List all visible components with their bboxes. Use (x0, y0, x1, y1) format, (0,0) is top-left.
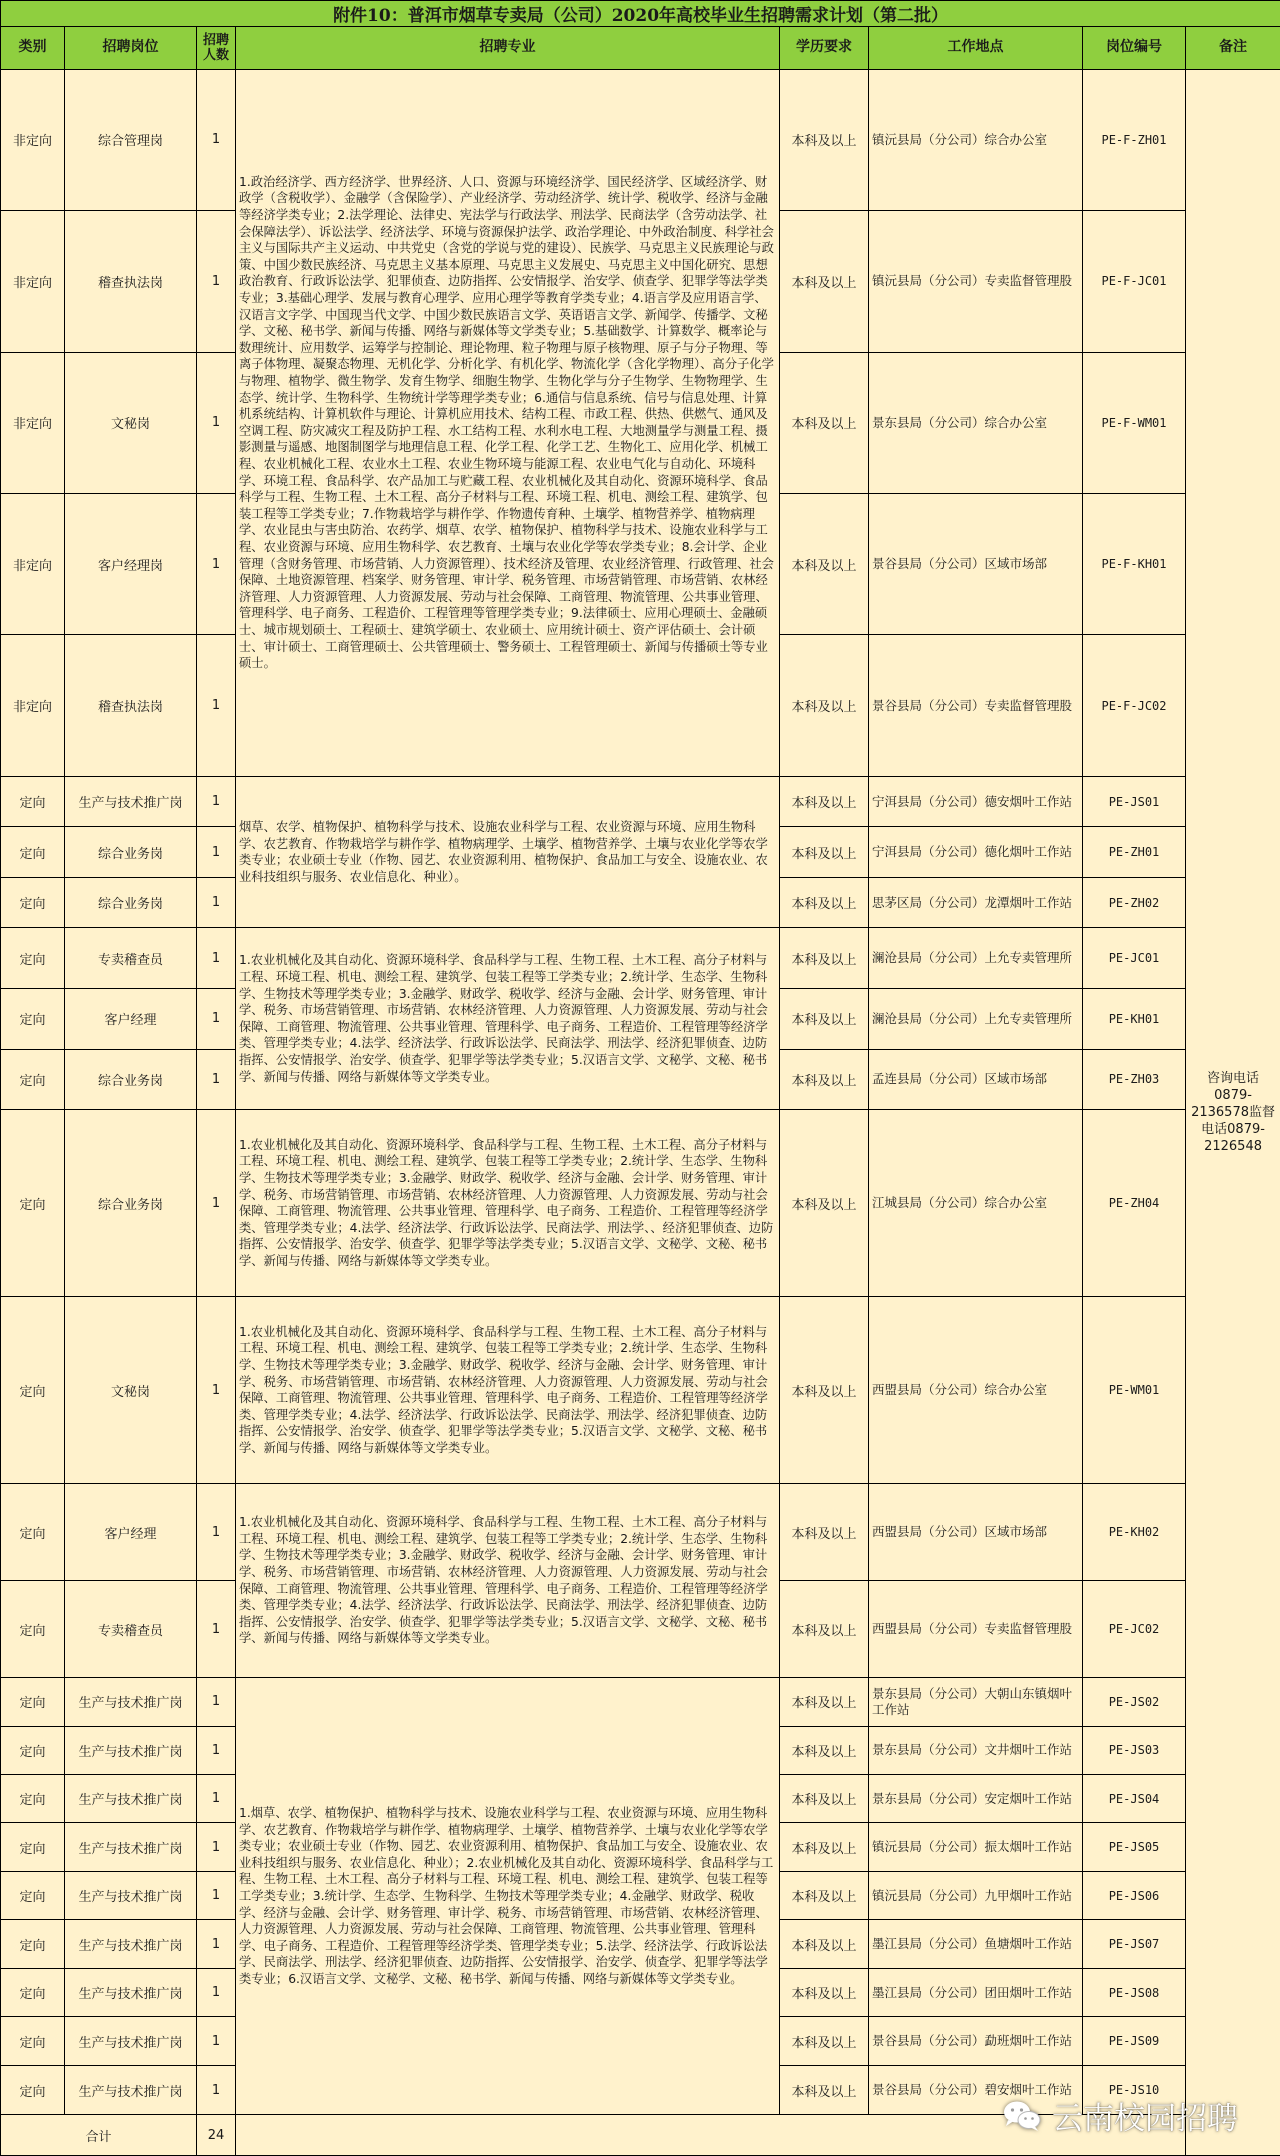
count-cell: 1 (197, 1871, 236, 1919)
position-cell: 专卖稽查员 (65, 928, 197, 989)
code-cell: PE-JC02 (1083, 1581, 1186, 1678)
category-cell: 定向 (1, 1968, 65, 2016)
position-cell: 综合业务岗 (65, 827, 197, 878)
count-cell: 1 (197, 877, 236, 928)
code-cell: PE-JS07 (1083, 1920, 1186, 1968)
location-cell: 澜沧县局（分公司）上允专卖管理所 (869, 989, 1083, 1050)
table-row (1, 776, 1280, 827)
major-cell: 1.农业机械化及其自动化、资源环境科学、食品科学与工程、生物工程、土木工程、高分子材料与工程、环境工程、机电、测绘工程、建筑学、包装工程等工学类专业；2.统计学、生态学、生物科学、生物技术等理学类专业；3.金融学、财政学、税收学、经济与金融、会计学、财务管理、审计学、税务、市场营销管理、市场营销、农林经济管理、人力资源管理、人力资源发展、劳动与社会保障、工商管理、物流管理、公共事业管理、管理科学、电子商务、工程造价、工程管理等经济学类、管理学类专业；4.法学、经济法学、行政诉讼法学、民商法学、刑法学、经济犯罪侦查、边防指挥、公安情报学、治安学、侦查学、犯罪学等法学类专业；5.汉语言文学、文秘学、文秘、秘书学、新闻与传播、网络与新媒体等文学类专业。 (236, 928, 780, 1110)
code-cell: PE-JS08 (1083, 1968, 1186, 2016)
location-cell: 江城县局（分公司）综合办公室 (869, 1110, 1083, 1297)
category-cell: 非定向 (1, 494, 65, 635)
table-row (1, 69, 1280, 210)
table-row (1, 1110, 1280, 1297)
code-cell: PE-JS02 (1083, 1678, 1186, 1726)
position-cell: 客户经理岗 (65, 494, 197, 635)
category-cell: 定向 (1, 928, 65, 989)
category-cell: 定向 (1, 1726, 65, 1774)
position-cell: 生产与技术推广岗 (65, 1823, 197, 1871)
location-cell: 景谷县局（分公司）区域市场部 (869, 494, 1083, 635)
education-cell: 本科及以上 (780, 1484, 869, 1581)
category-cell: 非定向 (1, 352, 65, 493)
position-cell: 生产与技术推广岗 (65, 1968, 197, 2016)
major-cell: 1.农业机械化及其自动化、资源环境科学、食品科学与工程、生物工程、土木工程、高分子材料与工程、环境工程、机电、测绘工程、建筑学、包装工程等工学类专业；2.统计学、生态学、生物科学、生物技术等理学类专业；3.金融学、财政学、税收学、经济与金融、会计学、财务管理、审计学、税务、市场营销管理、市场营销、农林经济管理、人力资源管理、人力资源发展、劳动与社会保障、工商管理、物流管理、公共事业管理、管理科学、电子商务、工程造价、工程管理等经济学类、管理学类专业；4.法学、经济法学、行政诉讼法学、民商法学、刑法学、、经济犯罪侦查、边防指挥、公安情报学、治安学、侦查学、犯罪学等法学类专业；5.汉语言文学、文秘学、文秘、秘书学、新闻与传播、网络与新媒体等文学类专业。 (236, 1110, 780, 1297)
position-cell: 生产与技术推广岗 (65, 1678, 197, 1726)
category-cell: 定向 (1, 1297, 65, 1484)
location-cell: 景谷县局（分公司）勐班烟叶工作站 (869, 2017, 1083, 2065)
count-cell: 1 (197, 494, 236, 635)
code-cell: PE-JS05 (1083, 1823, 1186, 1871)
position-cell: 综合业务岗 (65, 877, 197, 928)
category-cell: 定向 (1, 1678, 65, 1726)
code-cell: PE-ZH01 (1083, 827, 1186, 878)
location-cell: 景东县局（分公司）文井烟叶工作站 (869, 1726, 1083, 1774)
count-cell: 1 (197, 211, 236, 352)
major-cell: 1.农业机械化及其自动化、资源环境科学、食品科学与工程、生物工程、土木工程、高分子材料与工程、环境工程、机电、测绘工程、建筑学、包装工程等工学类专业；2.统计学、生态学、生物科学、生物技术等理学类专业；3.金融学、财政学、税收学、经济与金融、会计学、财务管理、审计学、税务、市场营销管理、市场营销、农林经济管理、人力资源管理、人力资源发展、劳动与社会保障、工商管理、物流管理、公共事业管理、管理科学、电子商务、工程造价、工程管理等经济学类、管理学类专业；4.法学、经济法学、行政诉讼法学、民商法学、刑法学、经济犯罪侦查、边防指挥、公安情报学、治安学、侦查学、犯罪学等法学类专业；5.汉语言文学、文秘学、文秘、秘书学、新闻与传播、网络与新媒体等文学类专业。 (236, 1484, 780, 1678)
code-cell: PE-F-JC02 (1083, 635, 1186, 776)
education-cell: 本科及以上 (780, 1968, 869, 2016)
education-cell: 本科及以上 (780, 1775, 869, 1823)
code-cell: PE-F-ZH01 (1083, 69, 1186, 210)
category-cell: 定向 (1, 2065, 65, 2115)
position-cell: 客户经理 (65, 989, 197, 1050)
code-cell: PE-ZH04 (1083, 1110, 1186, 1297)
position-cell: 生产与技术推广岗 (65, 1871, 197, 1919)
education-cell: 本科及以上 (780, 1049, 869, 1110)
count-cell: 1 (197, 989, 236, 1050)
location-cell: 景东县局（分公司）综合办公室 (869, 352, 1083, 493)
position-cell: 生产与技术推广岗 (65, 776, 197, 827)
category-cell: 非定向 (1, 69, 65, 210)
category-cell: 非定向 (1, 211, 65, 352)
education-cell: 本科及以上 (780, 211, 869, 352)
education-cell: 本科及以上 (780, 352, 869, 493)
location-cell: 镇沅县局（分公司）振太烟叶工作站 (869, 1823, 1083, 1871)
location-cell: 镇沅县局（分公司）九甲烟叶工作站 (869, 1871, 1083, 1919)
code-cell: PE-JS04 (1083, 1775, 1186, 1823)
count-cell: 1 (197, 1484, 236, 1581)
code-cell: PE-JS06 (1083, 1871, 1186, 1919)
count-cell: 1 (197, 635, 236, 776)
header-remark: 备注 (1186, 27, 1280, 69)
location-cell: 墨江县局（分公司）团田烟叶工作站 (869, 1968, 1083, 2016)
count-cell: 1 (197, 69, 236, 210)
count-cell: 1 (197, 1968, 236, 2016)
education-cell: 本科及以上 (780, 776, 869, 827)
table-row (1, 1484, 1280, 1581)
location-cell: 景谷县局（分公司）专卖监督管理股 (869, 635, 1083, 776)
count-cell: 1 (197, 1581, 236, 1678)
position-cell: 综合业务岗 (65, 1110, 197, 1297)
education-cell: 本科及以上 (780, 1297, 869, 1484)
position-cell: 生产与技术推广岗 (65, 2017, 197, 2065)
education-cell: 本科及以上 (780, 827, 869, 878)
header-code: 岗位编号 (1083, 27, 1186, 69)
category-cell: 定向 (1, 1871, 65, 1919)
count-cell: 1 (197, 2065, 236, 2115)
location-cell: 西盟县局（分公司）区域市场部 (869, 1484, 1083, 1581)
location-cell: 镇沅县局（分公司）专卖监督管理股 (869, 211, 1083, 352)
education-cell: 本科及以上 (780, 1581, 869, 1678)
education-cell: 本科及以上 (780, 2065, 869, 2115)
code-cell: PE-F-KH01 (1083, 494, 1186, 635)
position-cell: 文秘岗 (65, 352, 197, 493)
location-cell: 澜沧县局（分公司）上允专卖管理所 (869, 928, 1083, 989)
count-cell: 1 (197, 352, 236, 493)
count-cell: 1 (197, 928, 236, 989)
count-cell: 1 (197, 1049, 236, 1110)
category-cell: 定向 (1, 776, 65, 827)
position-cell: 文秘岗 (65, 1297, 197, 1484)
category-cell: 定向 (1, 1920, 65, 1968)
location-cell: 西盟县局（分公司）专卖监督管理股 (869, 1581, 1083, 1678)
table-row (1, 1678, 1280, 1726)
category-cell: 定向 (1, 877, 65, 928)
position-cell: 生产与技术推广岗 (65, 2065, 197, 2115)
position-cell: 客户经理 (65, 1484, 197, 1581)
major-cell: 烟草、农学、植物保护、植物科学与技术、设施农业科学与工程、农业资源与环境、应用生物科学、农艺教育、作物栽培学与耕作学、植物病理学、土壤学、植物营养学、土壤与农业化学等农学类专业；农业硕士专业（作物、园艺、农业资源利用、植物保护、食品加工与安全、设施农业、农业科技组织与服务、农业信息化、种业）。 (236, 776, 780, 928)
code-cell: PE-JS10 (1083, 2065, 1186, 2115)
code-cell: PE-KH02 (1083, 1484, 1186, 1581)
total-label: 合计 (1, 2115, 197, 2156)
category-cell: 定向 (1, 1823, 65, 1871)
table-title: 附件10：普洱市烟草专卖局（公司）2020年高校毕业生招聘需求计划（第二批） (1, 1, 1280, 27)
location-cell: 宁洱县局（分公司）德安烟叶工作站 (869, 776, 1083, 827)
education-cell: 本科及以上 (780, 494, 869, 635)
header-education: 学历要求 (780, 27, 869, 69)
position-cell: 生产与技术推广岗 (65, 1775, 197, 1823)
header-category: 类别 (1, 27, 65, 69)
education-cell: 本科及以上 (780, 1920, 869, 1968)
watermark-text: 云南校园招聘 (1052, 2101, 1238, 2137)
category-cell: 定向 (1, 1110, 65, 1297)
category-cell: 定向 (1, 1049, 65, 1110)
location-cell: 墨江县局（分公司）鱼塘烟叶工作站 (869, 1920, 1083, 1968)
education-cell: 本科及以上 (780, 1823, 869, 1871)
education-cell: 本科及以上 (780, 1678, 869, 1726)
code-cell: PE-ZH02 (1083, 877, 1186, 928)
category-cell: 定向 (1, 1775, 65, 1823)
location-cell: 宁洱县局（分公司）德化烟叶工作站 (869, 827, 1083, 878)
education-cell: 本科及以上 (780, 877, 869, 928)
location-cell: 西盟县局（分公司）综合办公室 (869, 1297, 1083, 1484)
position-cell: 稽查执法岗 (65, 635, 197, 776)
location-cell: 镇沅县局（分公司）综合办公室 (869, 69, 1083, 210)
total-row (1, 2115, 1280, 2156)
education-cell: 本科及以上 (780, 2017, 869, 2065)
count-cell: 1 (197, 1775, 236, 1823)
code-cell: PE-KH01 (1083, 989, 1186, 1050)
code-cell: PE-JC01 (1083, 928, 1186, 989)
table-row (1, 928, 1280, 989)
header-location: 工作地点 (869, 27, 1083, 69)
category-cell: 定向 (1, 827, 65, 878)
location-cell: 孟连县局（分公司）区域市场部 (869, 1049, 1083, 1110)
category-cell: 定向 (1, 1581, 65, 1678)
header-count: 招聘人数 (197, 27, 236, 69)
position-cell: 生产与技术推广岗 (65, 1726, 197, 1774)
education-cell: 本科及以上 (780, 928, 869, 989)
count-cell: 1 (197, 1823, 236, 1871)
count-cell: 1 (197, 1678, 236, 1726)
position-cell: 专卖稽查员 (65, 1581, 197, 1678)
education-cell: 本科及以上 (780, 1871, 869, 1919)
education-cell: 本科及以上 (780, 989, 869, 1050)
count-cell: 1 (197, 1110, 236, 1297)
count-cell: 1 (197, 1297, 236, 1484)
category-cell: 定向 (1, 989, 65, 1050)
count-cell: 1 (197, 776, 236, 827)
category-cell: 非定向 (1, 635, 65, 776)
count-cell: 1 (197, 1726, 236, 1774)
position-cell: 综合管理岗 (65, 69, 197, 210)
code-cell: PE-F-WM01 (1083, 352, 1186, 493)
code-cell: PE-F-JC01 (1083, 211, 1186, 352)
code-cell: PE-JS03 (1083, 1726, 1186, 1774)
count-cell: 1 (197, 1920, 236, 1968)
table-row (1, 1297, 1280, 1484)
major-cell: 1.政治经济学、西方经济学、世界经济、人口、资源与环境经济学、国民经济学、区域经济学、财政学（含税收学）、金融学（含保险学）、产业经济学、劳动经济学、统计学、税收学、经济与金融等经济学类专业；2.法学理论、法律史、宪法学与行政法学、刑法学、民商法学（含劳动法学、社会保障法学）、诉讼法学、经济法学、环境与资源保护法学、政治学理论、中外政治制度、科学社会主义与国际共产主义运动、中共党史（含党的学说与党的建设）、民族学、马克思主义民族理论与政策、中国少数民族经济、马克思主义基本原理、马克思主义发展史、马克思主义中国化研究、思想政治教育、行政诉讼法学、犯罪侦查、边防指挥、公安情报学、治安学、侦查学、犯罪学等法学类专业；3.基础心理学、发展与教育心理学、应用心理学等教育学类专业；4.语言学及应用语言学、汉语言文字学、中国现当代文学、中国少数民族语言文学、英语语言文学、新闻学、传播学、文秘学、文秘、秘书学、新闻与传播、网络与新媒体等文学类专业；5.基础数学、计算数学、概率论与数理统计、应用数学、运筹学与控制论、理论物理、粒子物理与原子核物理、原子与分子物理、等离子体物理、凝聚态物理、无机化学、分析化学、有机化学、物流化学（含化学物理）、高分子化学与物理、植物学、微生物学、发育生物学、细胞生物学、生物化学与分子生物学、生物物理学、生态学、统计学、生物科学、生物统计学等理学类专业；6.通信与信息系统、信号与信息处理、计算机系统结构、计算机软件与理论、计算机应用技术、结构工程、市政工程、供热、供燃气、通风及空调工程、防灾减灾工程及防护工程、水工结构工程、水利水电工程、大地测量学与测量工程、摄影测量与遥感、地图制图学与地理信息工程、化学工程、化学工艺、生物化工、应用化学、机械工程、农业机械化工程、农业水土工程、农业生物环境与能源工程、农业电气化与自动化、环境科学、环境工程、食品科学、农产品加工与贮藏工程、农业机械化及其自动化、资源环境科学、食品科学与工程、生物工程、土木工程、高分子材料与工程、环境工程、机电、测绘工程、建筑学、包装工程等工学类专业；7.作物栽培学与耕作学、作物遗传育种、土壤学、植物营养学、植物病理学、农业昆虫与害虫防治、农药学、烟草、农学、植物保护、植物科学与技术、设施农业科学与工程、农业资源与环境、应用生物科学、农艺教育、土壤与农业化学等农学类专业；8.会计学、企业管理（含财务管理、市场营销、人力资源管理）、技术经济及管理、农业经济管理、行政管理、社会保障、土地资源管理、档案学、财务管理、审计学、税务管理、市场营销管理、市场营销、农林经济管理、人力资源管理、人力资源发展、劳动与社会保障、工商管理、物流管理、公共事业管理、管理科学、电子商务、工程造价、工程管理等管理学类专业；9.法律硕士、应用心理硕士、金融硕士、城市规划硕士、工程硕士、建筑学硕士、农业硕士、应用统计硕士、资产评估硕士、会计硕士、审计硕士、工商管理硕士、公共管理硕士、警务硕士、工程管理硕士、新闻与传播硕士等专业硕士。 (236, 69, 780, 776)
category-cell: 定向 (1, 2017, 65, 2065)
category-cell: 定向 (1, 1484, 65, 1581)
code-cell: PE-WM01 (1083, 1297, 1186, 1484)
header-row (1, 27, 1280, 69)
empty-cell (236, 2115, 1186, 2156)
count-cell: 1 (197, 827, 236, 878)
code-cell: PE-ZH03 (1083, 1049, 1186, 1110)
position-cell: 综合业务岗 (65, 1049, 197, 1110)
location-cell: 思茅区局（分公司）龙潭烟叶工作站 (869, 877, 1083, 928)
remark-cell: 咨询电话0879-2136578监督电话0879-2126548 (1186, 69, 1280, 2155)
location-cell: 景东县局（分公司）大朝山东镇烟叶工作站 (869, 1678, 1083, 1726)
major-cell: 1.烟草、农学、植物保护、植物科学与技术、设施农业科学与工程、农业资源与环境、应用生物科学、农艺教育、作物栽培学与耕作学、植物病理学、土壤学、植物营养学、土壤与农业化学等农学类专业；农业硕士专业（作物、园艺、农业资源利用、植物保护、食品加工与安全、设施农业、农业科技组织与服务、农业信息化、种业）；2.农业机械化及其自动化、资源环境科学、食品科学与工程、生物工程、土木工程、高分子材料与工程、环境工程、机电、测绘工程、建筑学、包装工程等工学类专业；3.统计学、生态学、生物科学、生物技术等理学类专业；4.金融学、财政学、税收学、经济与金融、会计学、财务管理、审计学、税务、市场营销管理、市场营销、农林经济管理、人力资源管理、人力资源发展、劳动与社会保障、工商管理、物流管理、公共事业管理、管理科学、电子商务、工程造价、工程管理等经济学类、管理学类专业；5.法学、经济法学、行政诉讼法学、民商法学、刑法学、经济犯罪侦查、边防指挥、公安情报学、治安学、侦查学、犯罪学等法学类专业；6.汉语言文学、文秘学、文秘、秘书学、新闻与传播、网络与新媒体等文学类专业。 (236, 1678, 780, 2115)
count-cell: 1 (197, 2017, 236, 2065)
total-count: 24 (197, 2115, 236, 2156)
header-major: 招聘专业 (236, 27, 780, 69)
education-cell: 本科及以上 (780, 635, 869, 776)
education-cell: 本科及以上 (780, 1110, 869, 1297)
location-cell: 景谷县局（分公司）碧安烟叶工作站 (869, 2065, 1083, 2115)
code-cell: PE-JS09 (1083, 2017, 1186, 2065)
position-cell: 稽查执法岗 (65, 211, 197, 352)
major-cell: 1.农业机械化及其自动化、资源环境科学、食品科学与工程、生物工程、土木工程、高分子材料与工程、环境工程、机电、测绘工程、建筑学、包装工程等工学类专业；2.统计学、生态学、生物科学、生物技术等理学类专业；3.金融学、财政学、税收学、经济与金融、会计学、财务管理、审计学、税务、市场营销管理、市场营销、农林经济管理、人力资源管理、人力资源发展、劳动与社会保障、工商管理、物流管理、公共事业管理、管理科学、电子商务、工程造价、工程管理等经济学类、管理学类专业；4.法学、经济法学、行政诉讼法学、民商法学、刑法学、经济犯罪侦查、边防指挥、公安情报学、治安学、侦查学、犯罪学等法学类专业；5.汉语言文学、文秘学、文秘、秘书学、新闻与传播、网络与新媒体等文学类专业。 (236, 1297, 780, 1484)
code-cell: PE-JS01 (1083, 776, 1186, 827)
position-cell: 生产与技术推广岗 (65, 1920, 197, 1968)
header-position: 招聘岗位 (65, 27, 197, 69)
education-cell: 本科及以上 (780, 69, 869, 210)
education-cell: 本科及以上 (780, 1726, 869, 1774)
location-cell: 景东县局（分公司）安定烟叶工作站 (869, 1775, 1083, 1823)
